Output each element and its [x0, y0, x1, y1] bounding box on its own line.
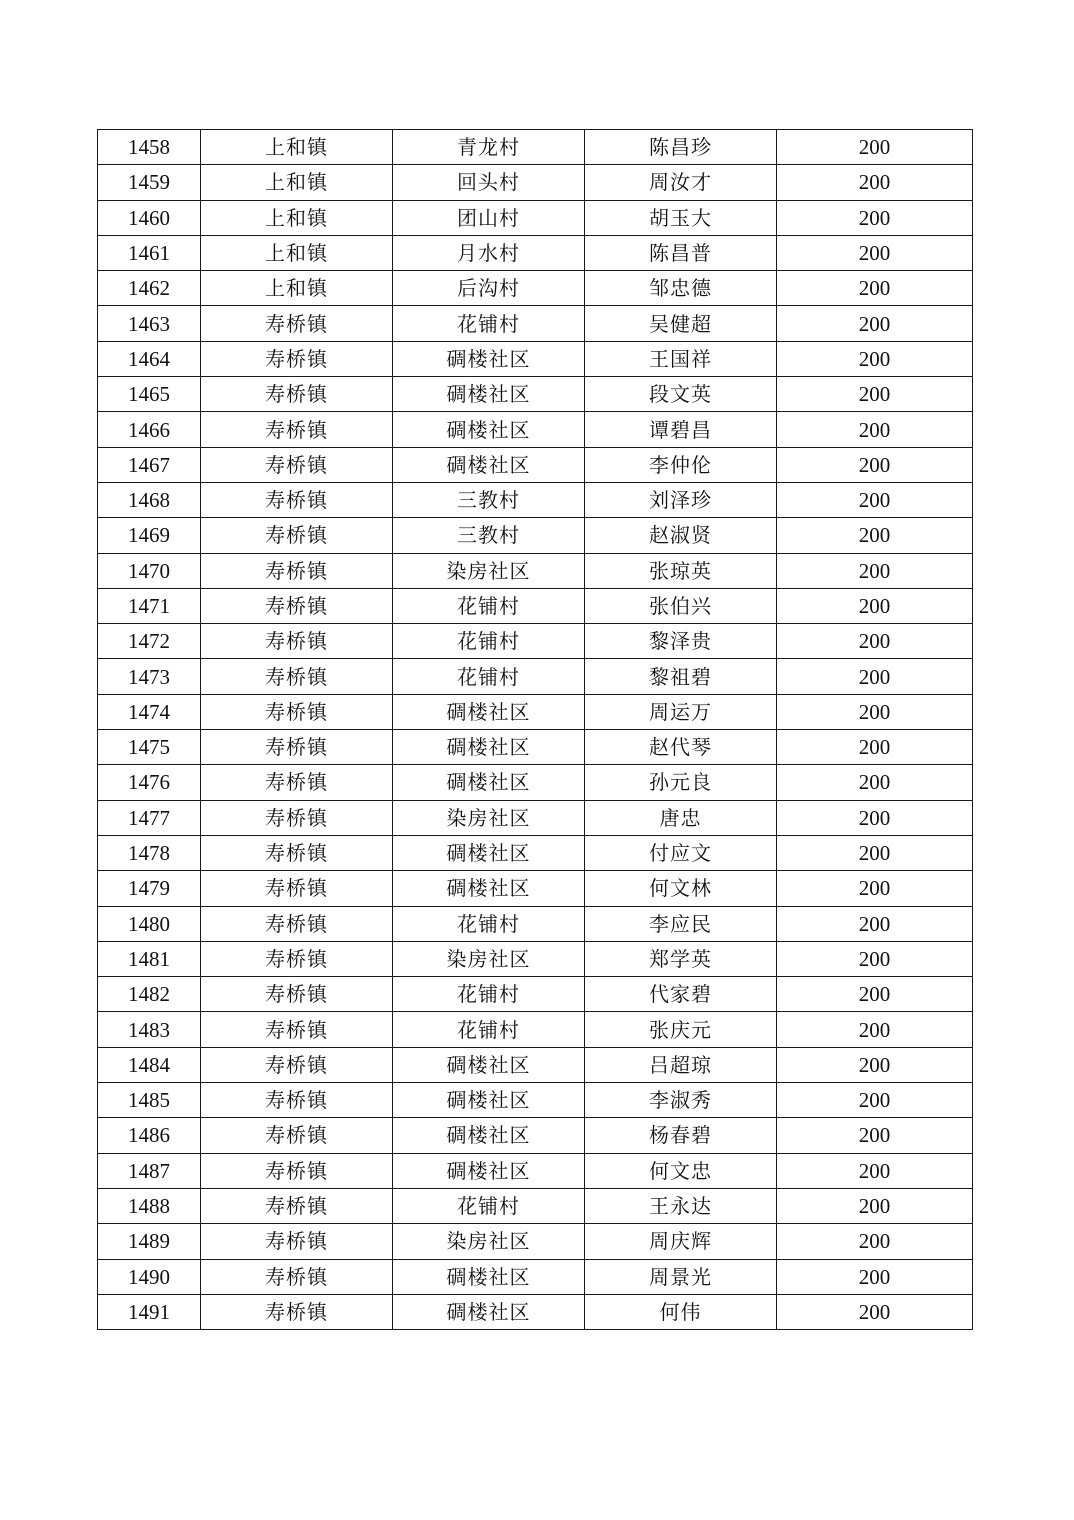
person-name-cell: 李应民 [585, 906, 777, 941]
amount-cell: 200 [777, 1224, 973, 1259]
row-number-cell: 1479 [98, 871, 201, 906]
amount-cell: 200 [777, 447, 973, 482]
person-name-cell: 代家碧 [585, 977, 777, 1012]
table-row [98, 1224, 973, 1259]
table-row [98, 765, 973, 800]
person-name-cell: 陈昌珍 [585, 130, 777, 165]
village-cell: 碉楼社区 [393, 412, 585, 447]
town-cell: 寿桥镇 [201, 835, 393, 870]
village-cell: 碉楼社区 [393, 1294, 585, 1329]
amount-cell: 200 [777, 518, 973, 553]
person-name-cell: 周运万 [585, 694, 777, 729]
village-cell: 花铺村 [393, 906, 585, 941]
table-row [98, 377, 973, 412]
table-row [98, 800, 973, 835]
amount-cell: 200 [777, 1012, 973, 1047]
person-name-cell: 李仲伦 [585, 447, 777, 482]
town-cell: 寿桥镇 [201, 588, 393, 623]
person-name-cell: 唐忠 [585, 800, 777, 835]
town-cell: 寿桥镇 [201, 1153, 393, 1188]
town-cell: 寿桥镇 [201, 1294, 393, 1329]
table-row [98, 588, 973, 623]
table-row [98, 235, 973, 270]
row-number-cell: 1470 [98, 553, 201, 588]
table-row [98, 1294, 973, 1329]
village-cell: 后沟村 [393, 271, 585, 306]
town-cell: 上和镇 [201, 271, 393, 306]
amount-cell: 200 [777, 306, 973, 341]
amount-cell: 200 [777, 1259, 973, 1294]
roster-table-body [98, 130, 973, 1330]
row-number-cell: 1464 [98, 341, 201, 376]
person-name-cell: 李淑秀 [585, 1083, 777, 1118]
town-cell: 寿桥镇 [201, 694, 393, 729]
person-name-cell: 何伟 [585, 1294, 777, 1329]
row-number-cell: 1473 [98, 659, 201, 694]
town-cell: 寿桥镇 [201, 1118, 393, 1153]
person-name-cell: 黎泽贵 [585, 624, 777, 659]
amount-cell: 200 [777, 941, 973, 976]
amount-cell: 200 [777, 553, 973, 588]
table-row [98, 835, 973, 870]
table-row [98, 941, 973, 976]
amount-cell: 200 [777, 165, 973, 200]
table-row [98, 130, 973, 165]
amount-cell: 200 [777, 412, 973, 447]
person-name-cell: 杨春碧 [585, 1118, 777, 1153]
person-name-cell: 谭碧昌 [585, 412, 777, 447]
row-number-cell: 1469 [98, 518, 201, 553]
amount-cell: 200 [777, 1188, 973, 1223]
row-number-cell: 1471 [98, 588, 201, 623]
amount-cell: 200 [777, 200, 973, 235]
amount-cell: 200 [777, 341, 973, 376]
amount-cell: 200 [777, 271, 973, 306]
table-row [98, 518, 973, 553]
town-cell: 寿桥镇 [201, 377, 393, 412]
village-cell: 碉楼社区 [393, 1153, 585, 1188]
person-name-cell: 陈昌普 [585, 235, 777, 270]
row-number-cell: 1485 [98, 1083, 201, 1118]
village-cell: 碉楼社区 [393, 377, 585, 412]
row-number-cell: 1472 [98, 624, 201, 659]
amount-cell: 200 [777, 1153, 973, 1188]
village-cell: 染房社区 [393, 553, 585, 588]
town-cell: 寿桥镇 [201, 1083, 393, 1118]
person-name-cell: 郑学英 [585, 941, 777, 976]
town-cell: 寿桥镇 [201, 412, 393, 447]
person-name-cell: 何文忠 [585, 1153, 777, 1188]
village-cell: 碉楼社区 [393, 765, 585, 800]
town-cell: 寿桥镇 [201, 341, 393, 376]
table-row [98, 871, 973, 906]
table-row [98, 1188, 973, 1223]
village-cell: 碉楼社区 [393, 1118, 585, 1153]
village-cell: 花铺村 [393, 659, 585, 694]
row-number-cell: 1491 [98, 1294, 201, 1329]
person-name-cell: 王国祥 [585, 341, 777, 376]
row-number-cell: 1478 [98, 835, 201, 870]
town-cell: 寿桥镇 [201, 518, 393, 553]
village-cell: 回头村 [393, 165, 585, 200]
person-name-cell: 何文林 [585, 871, 777, 906]
row-number-cell: 1486 [98, 1118, 201, 1153]
amount-cell: 200 [777, 588, 973, 623]
town-cell: 寿桥镇 [201, 1259, 393, 1294]
town-cell: 寿桥镇 [201, 906, 393, 941]
row-number-cell: 1483 [98, 1012, 201, 1047]
amount-cell: 200 [777, 235, 973, 270]
amount-cell: 200 [777, 1118, 973, 1153]
town-cell: 寿桥镇 [201, 800, 393, 835]
town-cell: 上和镇 [201, 165, 393, 200]
town-cell: 寿桥镇 [201, 624, 393, 659]
row-number-cell: 1466 [98, 412, 201, 447]
amount-cell: 200 [777, 1047, 973, 1082]
row-number-cell: 1480 [98, 906, 201, 941]
village-cell: 花铺村 [393, 306, 585, 341]
town-cell: 寿桥镇 [201, 871, 393, 906]
town-cell: 寿桥镇 [201, 1224, 393, 1259]
person-name-cell: 付应文 [585, 835, 777, 870]
amount-cell: 200 [777, 871, 973, 906]
village-cell: 碉楼社区 [393, 1259, 585, 1294]
row-number-cell: 1460 [98, 200, 201, 235]
table-row [98, 659, 973, 694]
village-cell: 花铺村 [393, 1012, 585, 1047]
table-row [98, 341, 973, 376]
roster-table [97, 129, 973, 1330]
town-cell: 寿桥镇 [201, 977, 393, 1012]
village-cell: 碉楼社区 [393, 447, 585, 482]
person-name-cell: 吴健超 [585, 306, 777, 341]
table-row [98, 1153, 973, 1188]
town-cell: 寿桥镇 [201, 1188, 393, 1223]
village-cell: 碉楼社区 [393, 730, 585, 765]
person-name-cell: 刘泽珍 [585, 482, 777, 517]
table-row [98, 482, 973, 517]
table-row [98, 306, 973, 341]
person-name-cell: 胡玉大 [585, 200, 777, 235]
person-name-cell: 周汝才 [585, 165, 777, 200]
person-name-cell: 邹忠德 [585, 271, 777, 306]
amount-cell: 200 [777, 1083, 973, 1118]
amount-cell: 200 [777, 659, 973, 694]
row-number-cell: 1487 [98, 1153, 201, 1188]
village-cell: 碉楼社区 [393, 835, 585, 870]
table-row [98, 906, 973, 941]
person-name-cell: 黎祖碧 [585, 659, 777, 694]
person-name-cell: 吕超琼 [585, 1047, 777, 1082]
village-cell: 花铺村 [393, 977, 585, 1012]
town-cell: 寿桥镇 [201, 730, 393, 765]
amount-cell: 200 [777, 800, 973, 835]
person-name-cell: 孙元良 [585, 765, 777, 800]
town-cell: 寿桥镇 [201, 941, 393, 976]
village-cell: 月水村 [393, 235, 585, 270]
person-name-cell: 张庆元 [585, 1012, 777, 1047]
row-number-cell: 1459 [98, 165, 201, 200]
row-number-cell: 1481 [98, 941, 201, 976]
village-cell: 花铺村 [393, 624, 585, 659]
amount-cell: 200 [777, 1294, 973, 1329]
amount-cell: 200 [777, 377, 973, 412]
village-cell: 碉楼社区 [393, 1047, 585, 1082]
row-number-cell: 1461 [98, 235, 201, 270]
village-cell: 碉楼社区 [393, 694, 585, 729]
amount-cell: 200 [777, 624, 973, 659]
village-cell: 团山村 [393, 200, 585, 235]
table-row [98, 1259, 973, 1294]
town-cell: 寿桥镇 [201, 306, 393, 341]
table-row [98, 1047, 973, 1082]
row-number-cell: 1475 [98, 730, 201, 765]
row-number-cell: 1477 [98, 800, 201, 835]
town-cell: 寿桥镇 [201, 765, 393, 800]
amount-cell: 200 [777, 730, 973, 765]
village-cell: 碉楼社区 [393, 1083, 585, 1118]
row-number-cell: 1474 [98, 694, 201, 729]
town-cell: 寿桥镇 [201, 482, 393, 517]
person-name-cell: 张琼英 [585, 553, 777, 588]
row-number-cell: 1488 [98, 1188, 201, 1223]
table-row [98, 447, 973, 482]
village-cell: 三教村 [393, 518, 585, 553]
table-row [98, 694, 973, 729]
person-name-cell: 周庆辉 [585, 1224, 777, 1259]
person-name-cell: 赵淑贤 [585, 518, 777, 553]
town-cell: 上和镇 [201, 235, 393, 270]
table-row [98, 624, 973, 659]
amount-cell: 200 [777, 130, 973, 165]
row-number-cell: 1482 [98, 977, 201, 1012]
row-number-cell: 1476 [98, 765, 201, 800]
town-cell: 寿桥镇 [201, 553, 393, 588]
table-row [98, 165, 973, 200]
table-row [98, 200, 973, 235]
row-number-cell: 1490 [98, 1259, 201, 1294]
table-row [98, 553, 973, 588]
row-number-cell: 1489 [98, 1224, 201, 1259]
village-cell: 花铺村 [393, 1188, 585, 1223]
village-cell: 三教村 [393, 482, 585, 517]
table-row [98, 271, 973, 306]
table-row [98, 1012, 973, 1047]
town-cell: 上和镇 [201, 200, 393, 235]
row-number-cell: 1465 [98, 377, 201, 412]
row-number-cell: 1462 [98, 271, 201, 306]
table-row [98, 1083, 973, 1118]
village-cell: 碉楼社区 [393, 341, 585, 376]
amount-cell: 200 [777, 906, 973, 941]
table-row [98, 730, 973, 765]
person-name-cell: 段文英 [585, 377, 777, 412]
town-cell: 寿桥镇 [201, 1047, 393, 1082]
amount-cell: 200 [777, 977, 973, 1012]
town-cell: 上和镇 [201, 130, 393, 165]
village-cell: 染房社区 [393, 800, 585, 835]
amount-cell: 200 [777, 694, 973, 729]
amount-cell: 200 [777, 835, 973, 870]
amount-cell: 200 [777, 482, 973, 517]
row-number-cell: 1468 [98, 482, 201, 517]
village-cell: 染房社区 [393, 1224, 585, 1259]
table-row [98, 412, 973, 447]
village-cell: 青龙村 [393, 130, 585, 165]
row-number-cell: 1463 [98, 306, 201, 341]
person-name-cell: 张伯兴 [585, 588, 777, 623]
table-row [98, 1118, 973, 1153]
table-row [98, 977, 973, 1012]
town-cell: 寿桥镇 [201, 659, 393, 694]
person-name-cell: 周景光 [585, 1259, 777, 1294]
village-cell: 花铺村 [393, 588, 585, 623]
village-cell: 碉楼社区 [393, 871, 585, 906]
town-cell: 寿桥镇 [201, 1012, 393, 1047]
person-name-cell: 王永达 [585, 1188, 777, 1223]
row-number-cell: 1467 [98, 447, 201, 482]
person-name-cell: 赵代琴 [585, 730, 777, 765]
row-number-cell: 1484 [98, 1047, 201, 1082]
town-cell: 寿桥镇 [201, 447, 393, 482]
row-number-cell: 1458 [98, 130, 201, 165]
amount-cell: 200 [777, 765, 973, 800]
village-cell: 染房社区 [393, 941, 585, 976]
